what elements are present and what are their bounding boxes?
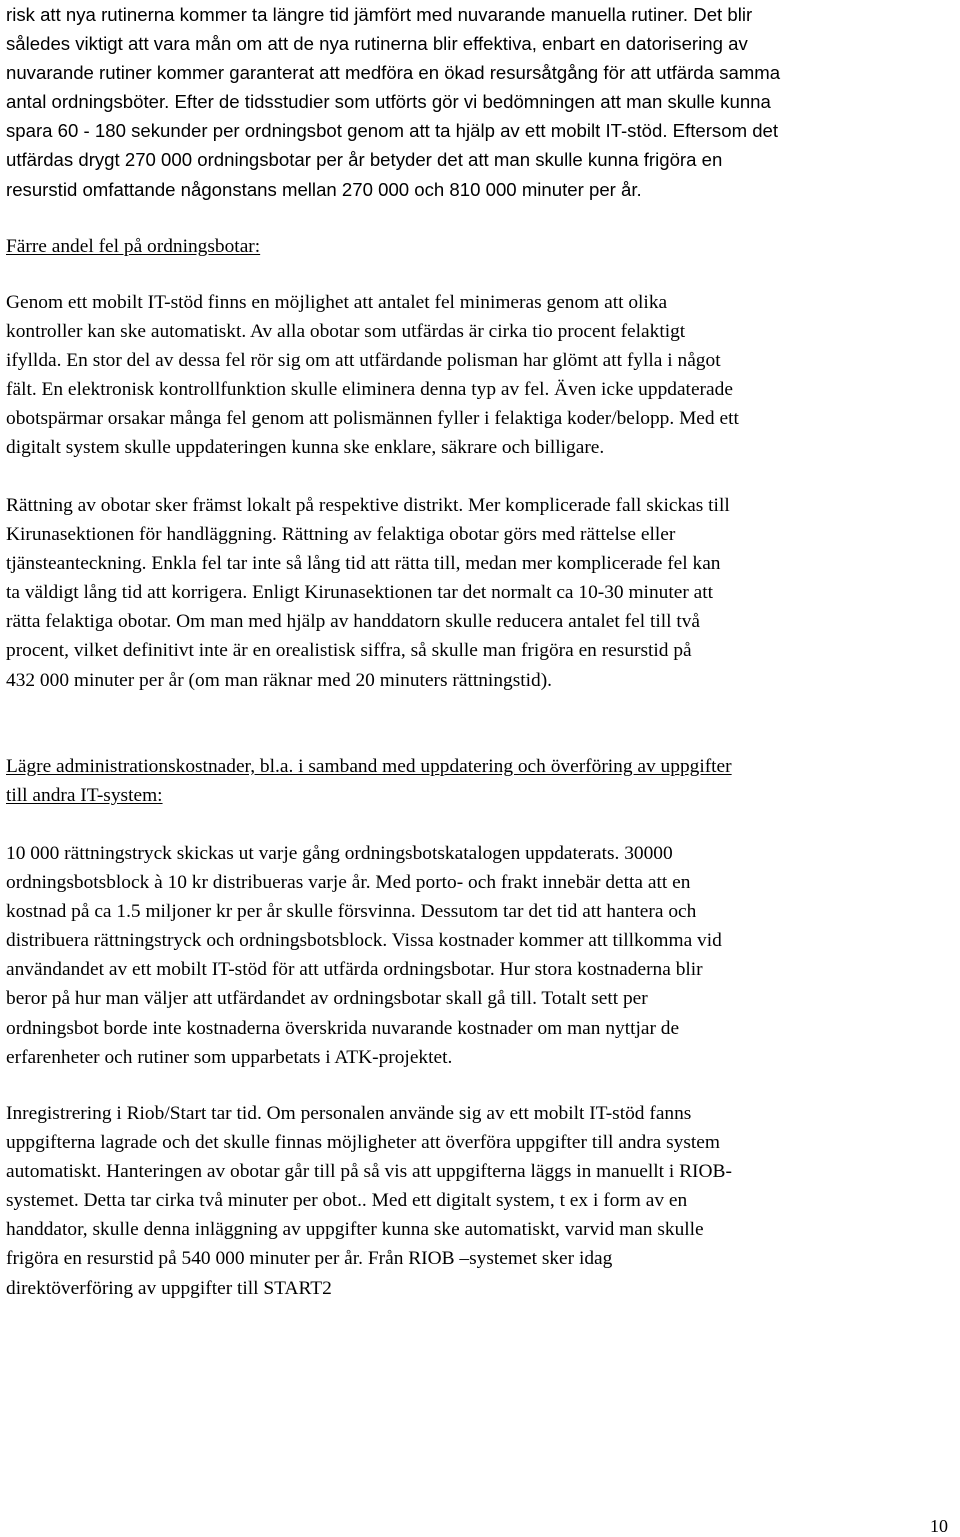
text-line: erfarenheter och rutiner som upparbetats i ATK-projektet. — [6, 1046, 453, 1068]
text-line: ifyllda. En stor del av dessa fel rör sig om att utfärdande polisman har glömt att fylla i något — [6, 350, 721, 372]
text-line: frigöra en resurstid på 540 000 minuter per år. Från RIOB –systemet sker idag — [6, 1248, 613, 1270]
paragraph-registration — [6, 1099, 954, 1303]
text-line: beror på hur man väljer att utfärdandet av ordningsbotar skall gå till. Totalt sett per — [6, 988, 648, 1010]
text-line: distribuera rättningstryck och ordningsbotsblock. Vissa kostnader kommer att tillkomma vid — [6, 930, 722, 952]
paragraph-error-control — [6, 288, 954, 463]
text-line: spara 60 - 180 sekunder per ordningsbot genom att ta hjälp av ett mobilt IT-stöd. Eftersom det — [6, 120, 779, 142]
text-line: 10 000 rättningstryck skickas ut varje gång ordningsbotskatalogen uppdaterats. 30000 — [6, 843, 673, 864]
text-line: nuvarande rutiner kommer garanterat att medföra en ökad resursåtgång för att utfärda samma — [6, 62, 781, 84]
text-line: handdator, skulle denna inläggning av uppgifter kunna ske automatiskt, varvid man skulle — [6, 1219, 704, 1241]
text-line: digitalt system skulle uppdateringen kunna ske enklare, säkrare och billigare. — [6, 437, 605, 459]
text-line: direktöverföring av uppgifter till START2 — [6, 1277, 332, 1299]
text-line: procent, vilket definitivt inte är en orealistisk siffra, så skulle man frigöra en resurstid på — [6, 640, 692, 662]
paragraph-correction — [6, 491, 954, 695]
text-line: kostnad på ca 1.5 miljoner kr per år skulle försvinna. Dessutom tar det tid att hantera och — [6, 901, 697, 923]
heading-text: Färre andel fel på ordningsbotar: — [6, 236, 261, 257]
text-line: kontroller kan ske automatiskt. Av alla obotar som utfärdas är cirka tio procent felaktigt — [6, 321, 686, 343]
text-line: antal ordningsböter. Efter de tidsstudier som utförts gör vi bedömningen att man skulle kunna — [6, 91, 771, 113]
text-line: Rättning av obotar sker främst lokalt på respektive distrikt. Mer komplicerade fall skickas till — [6, 495, 730, 516]
paragraph-costs — [6, 839, 954, 1072]
text-line: obotspärmar orsakar många fel genom att polismännen fyller i felaktiga koder/belopp. Med ett — [6, 408, 739, 430]
section-heading-fewer-errors — [6, 232, 954, 261]
heading-text: till andra IT-system: — [6, 785, 163, 807]
text-line: tjänsteanteckning. Enkla fel tar inte så lång tid att rätta till, medan mer komplicerade fel kan — [6, 553, 721, 575]
text-line: användandet av ett mobilt IT-stöd för att utfärda ordningsbotar. Hur stora kostnaderna blir — [6, 959, 703, 981]
text-line: risk att nya rutinerna kommer ta längre tid jämfört med nuvarande manuella rutiner. Det blir — [6, 4, 753, 25]
text-line: ta väldigt lång tid att korrigera. Enligt Kirunasektionen tar det normalt ca 10-30 minuter att — [6, 582, 714, 604]
text-line: systemet. Detta tar cirka två minuter per obot.. Med ett digitalt system, t ex i form av en — [6, 1190, 688, 1212]
text-line: således viktigt att vara mån om att de nya rutinerna blir effektiva, enbart en datorisering av — [6, 33, 748, 55]
text-line: resurstid omfattande någonstans mellan 270 000 och 810 000 minuter per år. — [6, 178, 642, 200]
section-heading-admin-costs — [6, 752, 954, 810]
text-line: Kirunasektionen för handläggning. Rättning av felaktiga obotar görs med rättelse eller — [6, 524, 676, 546]
paragraph-resource-time — [6, 0, 954, 204]
text-line: fält. En elektronisk kontrollfunktion skulle eliminera denna typ av fel. Även icke uppdaterade — [6, 379, 733, 401]
text-line: ordningsbotsblock à 10 kr distribueras varje år. Med porto- och frakt innebär detta att en — [6, 872, 691, 894]
text-line: Genom ett mobilt IT-stöd finns en möjlighet att antalet fel minimeras genom att olika — [6, 292, 668, 313]
text-line: Inregistrering i Riob/Start tar tid. Om personalen använde sig av ett mobilt IT-stöd fanns — [6, 1103, 692, 1124]
text-line: utfärdas drygt 270 000 ordningsbotar per år betyder det att man skulle kunna frigöra en — [6, 149, 723, 171]
text-line: automatiskt. Hanteringen av obotar går till på så vis att uppgifterna läggs in manuellt i RIOB- — [6, 1161, 732, 1183]
heading-text: Lägre administrationskostnader, bl.a. i samband med uppdatering och överföring av uppgifter — [6, 756, 732, 777]
page-number: 10 — [930, 1516, 948, 1536]
text-line: uppgifterna lagrade och det skulle finnas möjligheter att överföra uppgifter till andra system — [6, 1132, 720, 1154]
text-line: ordningsbot borde inte kostnaderna överskrida nuvarande kostnader om man nyttjar de — [6, 1017, 680, 1039]
text-line: rätta felaktiga obotar. Om man med hjälp av handdatorn skulle reducera antalet fel till två — [6, 611, 701, 633]
text-line: 432 000 minuter per år (om man räknar med 20 minuters rättningstid). — [6, 669, 553, 691]
